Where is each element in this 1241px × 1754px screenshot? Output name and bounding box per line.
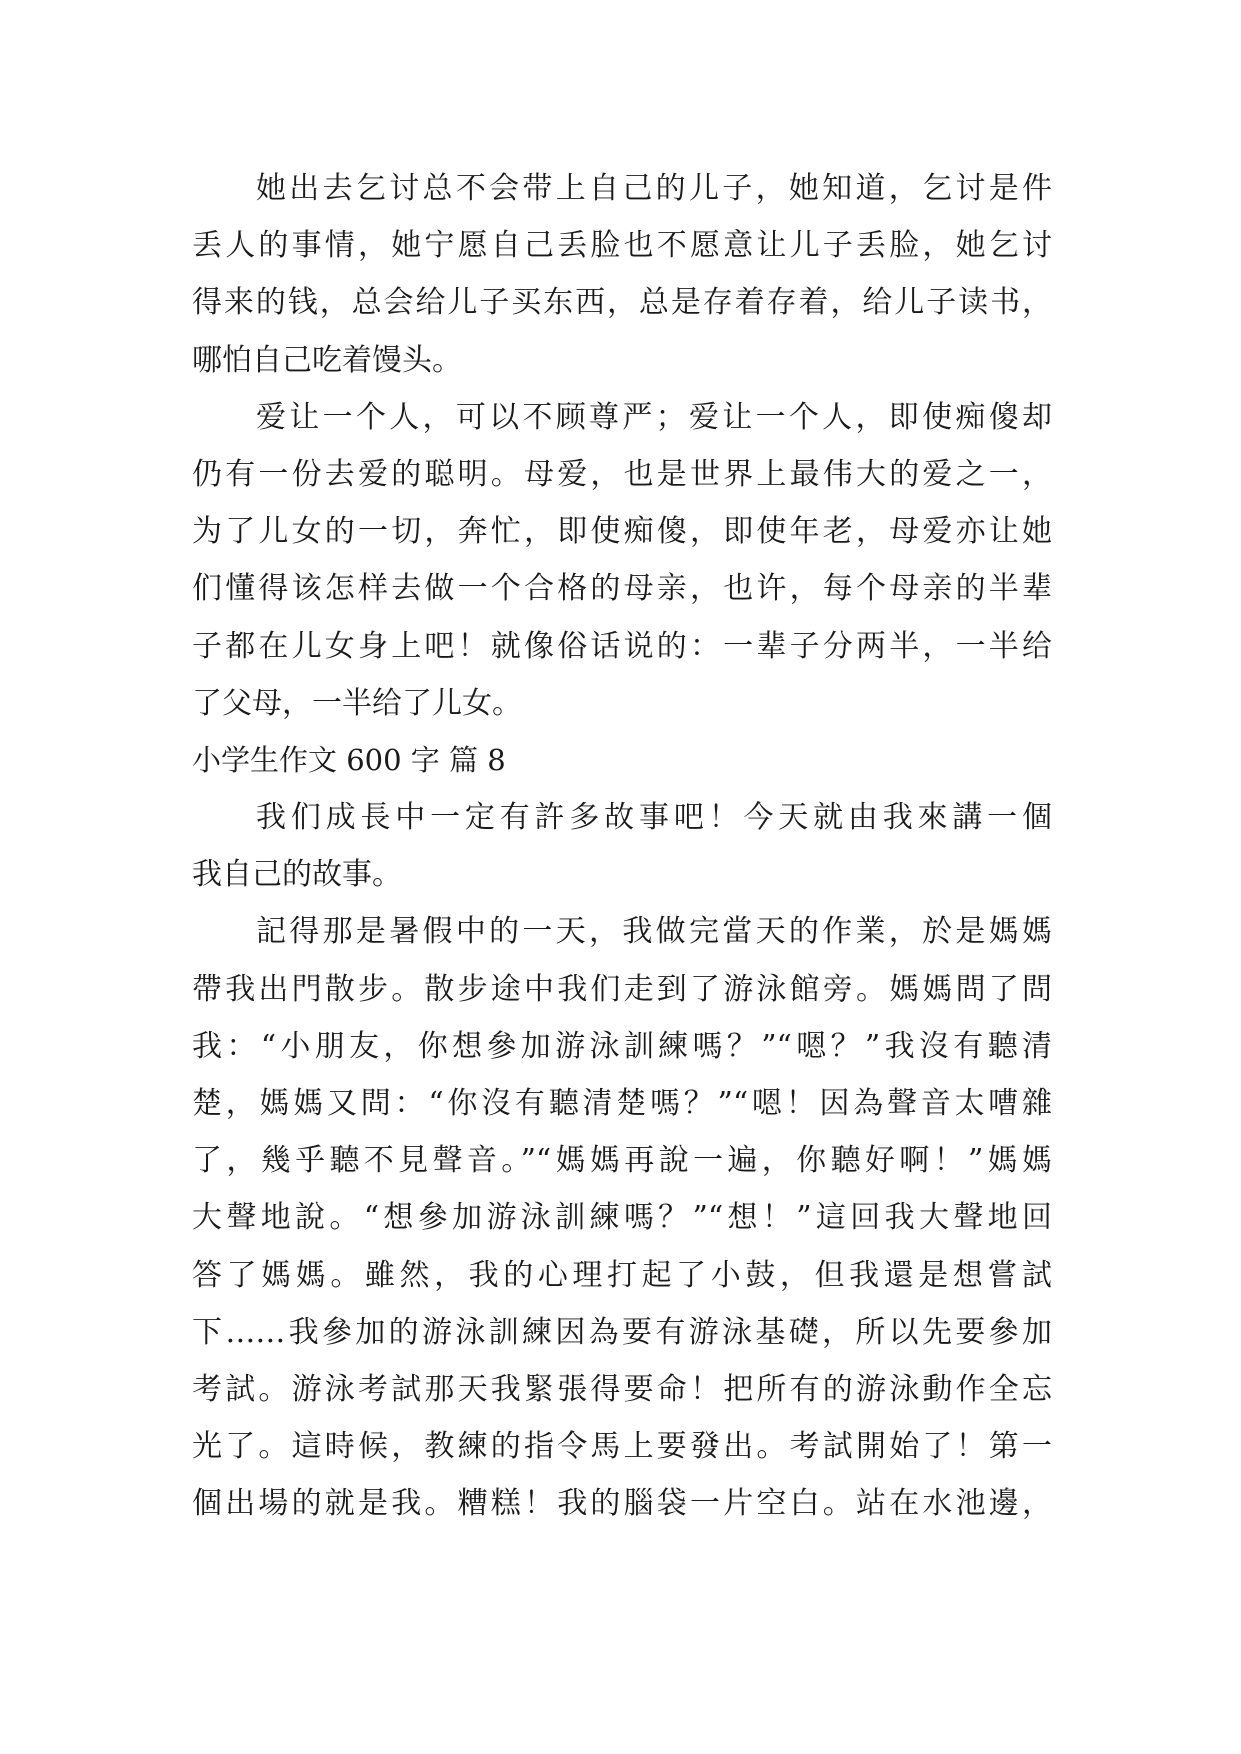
text-line: 下……我參加的游泳訓練因為要有游泳基礎，所以先要參加 — [192, 1314, 1052, 1350]
paragraph-mother-begging — [192, 160, 1052, 389]
text-line: 帶我出門散步。散步途中我们走到了游泳館旁。媽媽問了問 — [192, 971, 1052, 1007]
text-line: 光了。這時候，教練的指令馬上要發出。考試開始了！第一 — [192, 1429, 1052, 1465]
text-line: 们懂得该怎样去做一个合格的母亲，也许，每个母亲的半辈 — [192, 571, 1052, 607]
text-line: 她出去乞讨总不会带上自己的儿子，她知道，乞讨是件 — [256, 171, 1052, 206]
section-heading: 小学生作文 600 字 篇 8 — [192, 742, 506, 777]
text-line: 了，幾乎聽不見聲音。”“媽媽再說一遍，你聽好啊！”媽媽 — [192, 1143, 1052, 1179]
text-line: 楚，媽媽又問：“你沒有聽清楚嗎？”“嗯！因為聲音太嘈雜 — [192, 1086, 1052, 1121]
text-line: 哪怕自己吃着馒头。 — [192, 342, 462, 378]
text-line: 了父母，一半给了儿女。 — [192, 685, 522, 721]
text-line: 仍有一份去爱的聪明。母爱，也是世界上最伟大的爱之一， — [192, 456, 1052, 492]
text-line: 考試。游泳考試那天我緊張得要命！把所有的游泳動作全忘 — [192, 1371, 1052, 1407]
text-line: 我们成長中一定有許多故事吧！今天就由我來講一個 — [256, 800, 1052, 836]
text-line: 丢人的事情，她宁愿自己丢脸也不愿意让儿子丢脸，她乞讨 — [192, 228, 1052, 264]
document-body — [192, 160, 1052, 1533]
paragraph-mother-love — [192, 389, 1052, 732]
text-line: 为了儿女的一切，奔忙，即使痴傻，即使年老，母爱亦让她 — [192, 514, 1052, 550]
text-line: 我自己的故事。 — [192, 857, 402, 893]
text-line: 個出場的就是我。糟糕！我的腦袋一片空白。站在水池邊， — [192, 1486, 1052, 1522]
text-line: 爱让一个人，可以不顾尊严；爱让一个人，即使痴傻却 — [256, 399, 1052, 435]
text-line: 得来的钱，总会给儿子买东西，总是存着存着，给儿子读书， — [192, 285, 1052, 321]
text-line: 大聲地說。“想參加游泳訓練嗎？”“想！”這回我大聲地回 — [192, 1200, 1052, 1236]
paragraph-story-intro — [192, 789, 1052, 903]
paragraph-swimming-story — [192, 903, 1052, 1532]
text-line: 子都在儿女身上吧！就像俗话说的：一辈子分两半，一半给 — [192, 628, 1052, 664]
text-line: 我：“小朋友，你想參加游泳訓練嗎？”“嗯？”我沒有聽清 — [192, 1028, 1052, 1064]
text-line: 記得那是暑假中的一天，我做完當天的作業，於是媽媽 — [256, 914, 1052, 950]
text-line: 答了媽媽。雖然，我的心理打起了小鼓，但我還是想嘗試 — [192, 1257, 1052, 1293]
